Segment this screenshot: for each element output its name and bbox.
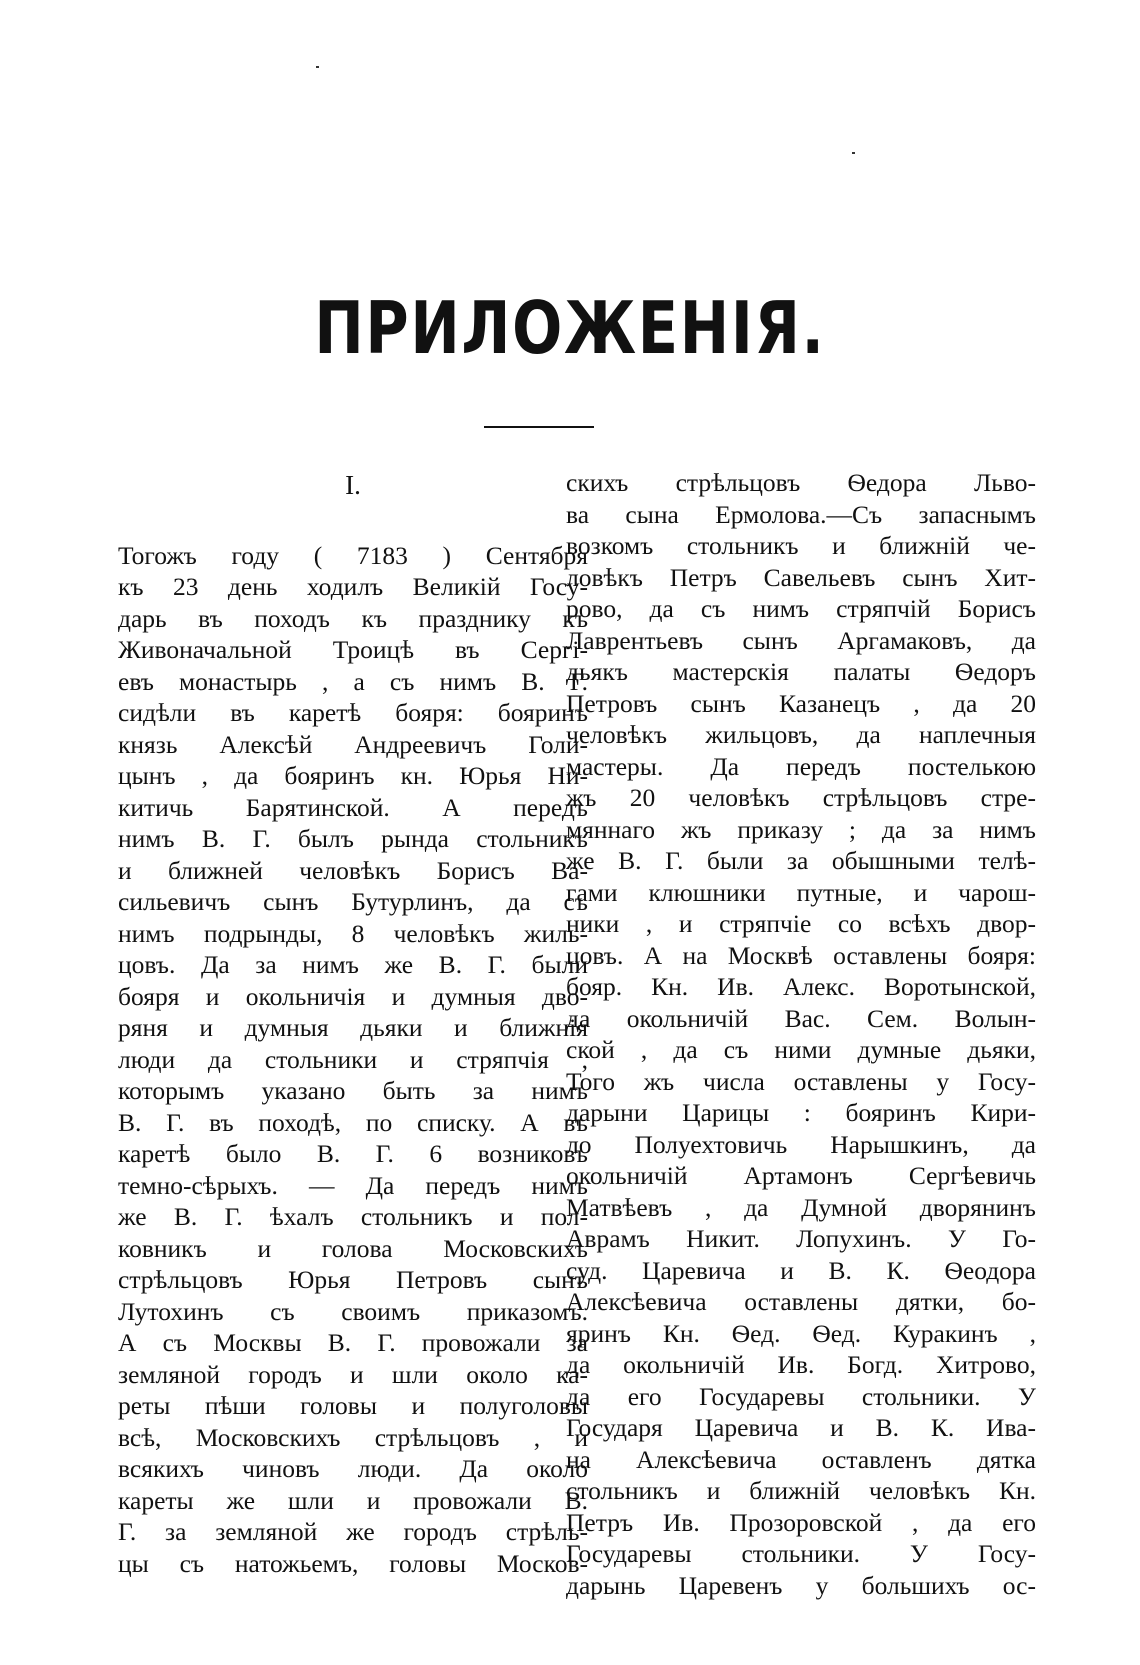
text-line: дарынь Царевенъ у большихъ ос- xyxy=(566,1570,1036,1600)
text-line: мастеры. Да передъ постелькою xyxy=(566,751,1036,781)
right-column xyxy=(566,467,1036,1601)
text-line: каретѣ было В. Г. 6 возниковъ xyxy=(118,1139,588,1168)
text-line: бояр. Кн. Ив. Алекс. Воротынской, xyxy=(566,972,1036,1001)
text-line: китичь Барятинской. А передъ xyxy=(118,792,588,822)
text-line: В. Г. въ походѣ, по списку. А въ xyxy=(118,1107,588,1137)
text-line: которымъ указано быть за нимъ xyxy=(118,1076,588,1105)
text-line: Петръ Ив. Прозоровской , да его xyxy=(566,1507,1036,1537)
text-line: евъ монастырь , а съ нимъ В. Г. xyxy=(118,666,588,696)
text-line: суд. Царевича и В. К. Ѳеодора xyxy=(566,1255,1036,1285)
text-line: всякихъ чиновъ люди. Да около xyxy=(118,1454,588,1483)
text-line: же В. Г. ѣхалъ стольникъ и пол- xyxy=(118,1202,588,1231)
text-line: Лаврентьевъ сынъ Аргамаковъ, да xyxy=(566,625,1036,655)
text-line: окольничій Артамонъ Сергѣевичь xyxy=(566,1161,1036,1190)
text-line: цы съ натожьемъ, головы Москов- xyxy=(118,1548,588,1578)
text-line: князь Алексѣй Андреевичъ Голи- xyxy=(118,729,588,759)
text-line: ло Полуехтовичь Нарышкинъ, да xyxy=(566,1129,1036,1159)
text-line: да окольничій Ив. Богд. Хитрово, xyxy=(566,1350,1036,1379)
page-title: ПРИЛОЖЕНІЯ. xyxy=(314,286,826,370)
text-line: люди да стольники и стряпчія , xyxy=(118,1044,588,1074)
text-line: Петровъ сынъ Казанецъ , да 20 xyxy=(566,688,1036,718)
text-line: Лутохинъ съ своимъ приказомъ. xyxy=(118,1296,588,1326)
text-line: Алексѣевича оставлены дятки, бо- xyxy=(566,1287,1036,1316)
text-line: человѣкъ жильцовъ, да наплечныя xyxy=(566,720,1036,749)
text-line: темно-сѣрыхъ. — Да передъ нимъ xyxy=(118,1170,588,1200)
text-line: да его Государевы стольники. У xyxy=(566,1381,1036,1411)
text-line: ники , и стряпчіе со всѣхъ двор- xyxy=(566,909,1036,938)
text-line: дарыни Царицы : бояринъ Кири- xyxy=(566,1098,1036,1127)
text-line: мяннаго жъ приказу ; да за нимъ xyxy=(566,814,1036,844)
text-line: стрѣльцовъ Юрья Петровъ сынъ xyxy=(118,1265,588,1294)
print-speck xyxy=(316,66,319,68)
text-line: яринъ Кн. Ѳед. Ѳед. Куракинъ , xyxy=(566,1318,1036,1348)
text-line: Государевы стольники. У Госу- xyxy=(566,1539,1036,1568)
text-line: кареты же шли и провожали В. xyxy=(118,1485,588,1515)
text-line: ловѣкъ Петръ Савельевъ сынъ Хит- xyxy=(566,562,1036,592)
left-column xyxy=(118,470,588,1579)
text-line: Аврамъ Никит. Лопухинъ. У Го- xyxy=(566,1224,1036,1253)
text-line: возкомъ стольникъ и ближній че- xyxy=(566,531,1036,560)
text-line: же В. Г. были за обышными телѣ- xyxy=(566,846,1036,875)
text-line: цовъ. А на Москвѣ оставлены бояря: xyxy=(566,940,1036,970)
text-line: гами клюшники путные, и чарош- xyxy=(566,877,1036,907)
text-line: ской , да съ ними думные дьяки, xyxy=(566,1035,1036,1064)
text-line: сидѣли въ каретѣ бояря: бояринъ xyxy=(118,698,588,727)
text-line: рово, да съ нимъ стряпчій Борисъ xyxy=(566,594,1036,623)
text-line: на Алексѣевича оставленъ дятка xyxy=(566,1444,1036,1474)
text-line: къ 23 день ходилъ Великій Госу- xyxy=(118,572,588,601)
left-column-text xyxy=(118,540,588,1580)
text-line: нимъ В. Г. былъ рында стольникъ xyxy=(118,824,588,853)
text-line: ковникъ и голова Московскихъ xyxy=(118,1233,588,1263)
text-line: стольникъ и ближній человѣкъ Кн. xyxy=(566,1476,1036,1505)
text-line: цовъ. Да за нимъ же В. Г. были xyxy=(118,950,588,979)
text-line: нимъ подрынды, 8 человѣкъ жиль- xyxy=(118,918,588,948)
text-line: земляной городъ и шли около ка- xyxy=(118,1359,588,1389)
right-column-text xyxy=(566,467,1036,1601)
title-divider xyxy=(484,426,594,428)
text-line: и ближней человѣкъ Борисъ Ва- xyxy=(118,855,588,885)
text-line: бояря и окольничія и думныя дво- xyxy=(118,981,588,1011)
text-line: Государя Царевича и В. К. Ива- xyxy=(566,1413,1036,1442)
section-number: I. xyxy=(345,470,361,500)
text-line: ряня и думныя дьяки и ближнія xyxy=(118,1013,588,1042)
text-line: скихъ стрѣльцовъ Ѳедора Льво- xyxy=(566,468,1036,497)
text-line: реты пѣши головы и полуголовы xyxy=(118,1391,588,1420)
text-line: Живоначальной Троицѣ въ Сергі- xyxy=(118,635,588,664)
text-line: ва сына Ермолова.—Съ запаснымъ xyxy=(566,499,1036,529)
text-line: сильевичъ сынъ Бутурлинъ, да съ xyxy=(118,887,588,916)
text-line: А съ Москвы В. Г. провожали за xyxy=(118,1328,588,1357)
text-line: дьякъ мастерскія палаты Ѳедоръ xyxy=(566,657,1036,686)
text-line: цынъ , да бояринъ кн. Юрья Ни- xyxy=(118,761,588,790)
text-line: всѣ, Московскихъ стрѣльцовъ , и xyxy=(118,1422,588,1452)
text-line: Матвѣевъ , да Думной дворянинъ xyxy=(566,1192,1036,1222)
text-line: Тогожъ году ( 7183 ) Сентября xyxy=(118,540,588,570)
text-line: Того жъ числа оставлены у Госу- xyxy=(566,1066,1036,1096)
text-line: жъ 20 человѣкъ стрѣльцовъ стре- xyxy=(566,783,1036,812)
text-line: дарь въ походъ къ празднику къ xyxy=(118,603,588,633)
print-speck xyxy=(852,152,855,154)
text-line: Г. за земляной же городъ стрѣль- xyxy=(118,1517,588,1546)
text-line: да окольничій Вас. Сем. Волын- xyxy=(566,1003,1036,1033)
